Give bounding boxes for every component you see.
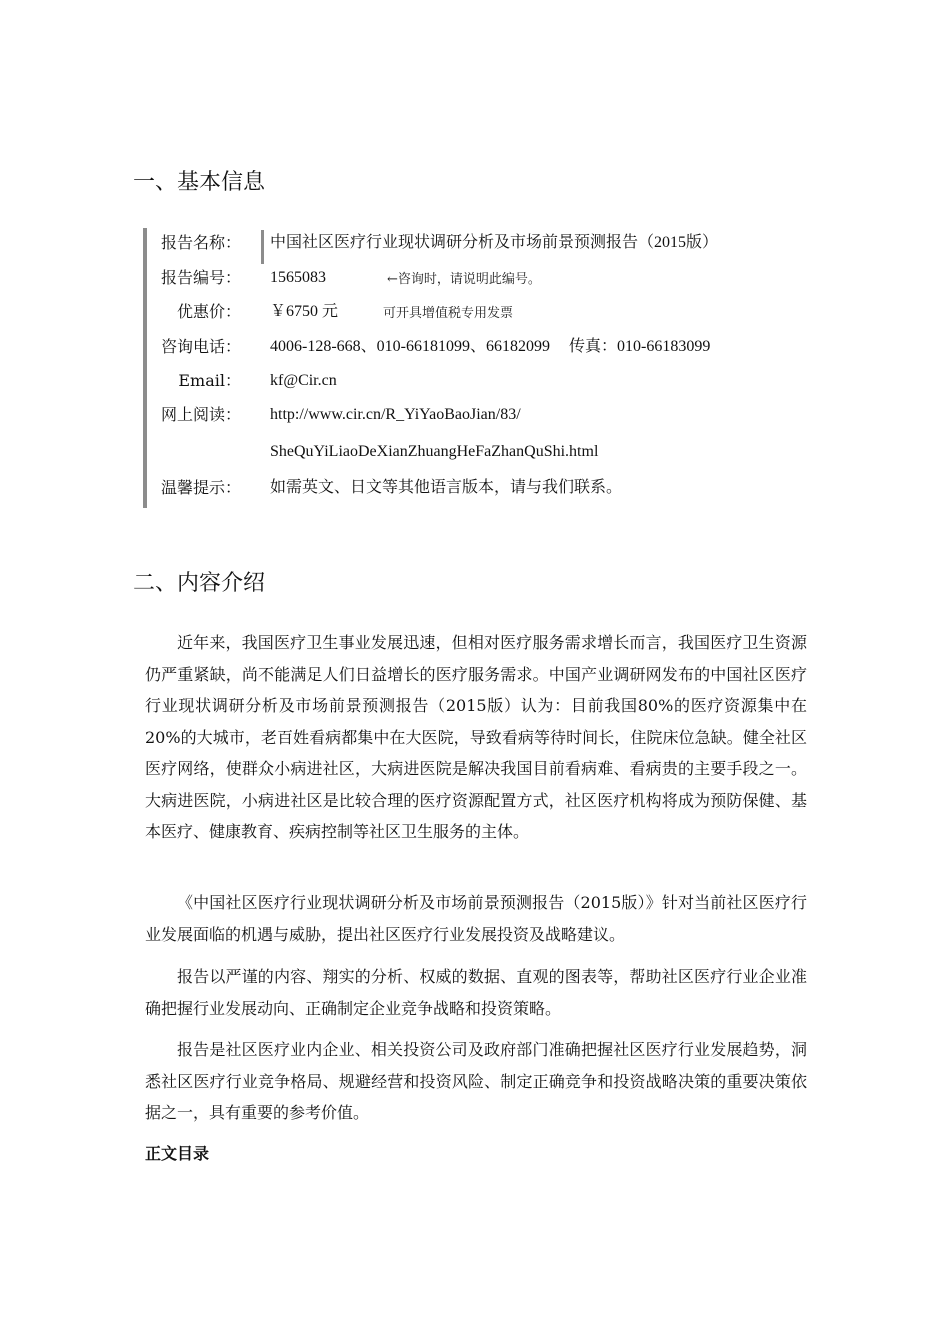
value-price: ￥6750 元 <box>270 303 339 320</box>
phone-numbers: 4006-128-668、010-66181099、66182099 <box>270 338 550 355</box>
label-price: 优惠价： <box>176 302 241 321</box>
label-tip: 温馨提示： <box>160 478 241 497</box>
intro-paragraph-2: 《中国社区医疗行业现状调研分析及市场前景预测报告（2015版）》针对当前社区医疗行业发展面临的机遇与威胁，提出社区医疗行业发展投资及战略建议。 <box>145 893 807 944</box>
value-tip: 如需英文、日文等其他语言版本，请与我们联系。 <box>270 479 623 496</box>
value-url-line1[interactable]: http://www.cir.cn/R_YiYaoBaoJian/83/ <box>270 406 521 423</box>
label-report-name: 报告名称： <box>160 233 241 252</box>
value-url-line2[interactable]: SheQuYiLiaoDeXianZhuangHeFaZhanQuShi.html <box>270 443 599 460</box>
value-phone <box>270 336 710 358</box>
fax-label: 传真： <box>569 338 618 355</box>
value-report-name: 中国社区医疗行业现状调研分析及市场前景预测报告（2015版） <box>270 234 719 251</box>
label-url: 网上阅读： <box>160 405 241 424</box>
value-report-code: 1565083 <box>270 269 326 286</box>
toc-title: 正文目录 <box>145 1144 210 1163</box>
intro-paragraph-3: 报告以严谨的内容、翔实的分析、权威的数据、直观的图表等，帮助社区医疗行业企业准确把握行业发展动向、正确制定企业竞争战略和投资策略。 <box>145 967 807 1018</box>
section-heading-basic-info: 一、基本信息 <box>133 170 266 195</box>
note-report-code: ←咨询时，请说明此编号。 <box>387 272 541 287</box>
label-email: Email： <box>178 371 241 390</box>
label-phone: 咨询电话： <box>160 337 241 356</box>
value-email[interactable]: kf@Cir.cn <box>270 372 337 389</box>
fax-number: 010-66183099 <box>617 338 711 355</box>
label-report-code: 报告编号： <box>160 268 241 287</box>
note-price: 可开具增值税专用发票 <box>383 306 514 321</box>
basic-info-block <box>143 228 847 508</box>
intro-paragraph-4: 报告是社区医疗业内企业、相关投资公司及政府部门准确把握社区医疗行业发展趋势，洞悉社区医疗行业竞争格局、规避经营和投资风险、制定正确竞争和投资战略决策的重要决策依据之一，具有重要的参考价值。 <box>145 1040 807 1122</box>
report-name-marker <box>261 230 264 264</box>
section-heading-content-intro: 二、内容介绍 <box>133 571 266 596</box>
intro-paragraph-1: 近年来，我国医疗卫生事业发展迅速，但相对医疗服务需求增长而言，我国医疗卫生资源仍严重紧缺，尚不能满足人们日益增长的医疗服务需求。中国产业调研网发布的中国社区医疗行业现状调研分析及市场前景预测报告（2015版）认为：目前我国80%的医疗资源集中在20%的大城市，老百姓看病都集中在大医院，导致看病等待时间长，住院床位急缺。健全社区医疗网络，使群众小病进社区，大病进医院是解决我国目前看病难、看病贵的主要手段之一。大病进医院，小病进社区是比较合理的医疗资源配置方式，社区医疗机构将成为预防保健、基本医疗、健康教育、疾病控制等社区卫生服务的主体。 <box>145 633 807 841</box>
